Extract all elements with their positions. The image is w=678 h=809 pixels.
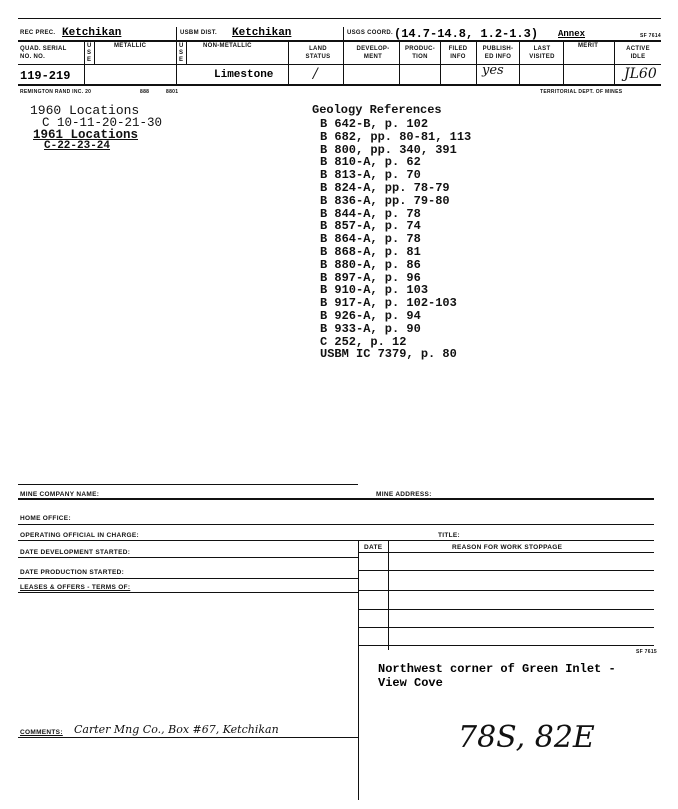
column-divider [186, 40, 187, 64]
table-row-line [358, 645, 654, 646]
header-divider [176, 40, 177, 84]
rec-prec-label: REC PREC. [20, 30, 56, 36]
usgs-coord-value: (14.7-14.8, 1.2-1.3) [394, 27, 539, 41]
comments-divider [358, 650, 359, 800]
header-divider [519, 40, 520, 84]
geology-reference-item: B 813-A, p. 70 [320, 168, 421, 183]
geology-reference-item: B 810-A, p. 62 [320, 155, 421, 170]
imprint-left: REMINGTON RAND INC. 20 [20, 89, 92, 95]
header-divider [563, 40, 564, 84]
form-number-top: SF 7614 [640, 33, 662, 39]
header-divider [476, 40, 477, 84]
lower-rule-5 [18, 578, 358, 579]
lower-rule-6 [18, 592, 358, 593]
date-dev-started-label: DATE DEVELOPMENT STARTED: [20, 549, 131, 556]
col-metallic: METALLIC [114, 43, 147, 49]
usgs-coord-extra: Annex [558, 29, 586, 39]
col-merit: MERIT [578, 43, 599, 49]
header-divider [343, 40, 344, 84]
geology-reference-item: B 917-A, p. 102-103 [320, 296, 457, 311]
locations-1960-title: 1960 Locations [30, 103, 140, 118]
usgs-coord-label: USGS COORD. [347, 30, 393, 36]
col-e: E [87, 57, 92, 63]
header-divider [176, 27, 177, 40]
geology-reference-item: B 844-A, p. 78 [320, 206, 421, 221]
date-prod-started-label: DATE PRODUCTION STARTED: [20, 569, 125, 576]
geology-reference-item: B 836-A, pp. 79-80 [320, 193, 450, 208]
quad-serial-value: 119-219 [20, 69, 71, 83]
locations-1961-value: C-22-23-24 [44, 140, 111, 152]
imprint-mark-1: 888 [140, 89, 150, 95]
geology-reference-item: B 642-B, p. 102 [320, 117, 429, 131]
imprint-mark-2: 8801 [166, 89, 179, 95]
form-rule [18, 484, 358, 485]
usbm-dist-label: USBM DIST. [180, 30, 218, 36]
col-e-nm: E [179, 57, 184, 63]
col-filed-info: FILED INFO [448, 46, 468, 60]
geology-references [312, 103, 471, 361]
col-s: S [87, 50, 92, 56]
header-rule-top [18, 18, 661, 19]
lower-rule-2 [18, 524, 654, 525]
locations-1961-title: 1961 Locations [33, 128, 139, 142]
col-nonmetallic: NON-METALLIC [203, 43, 252, 49]
geology-reference-item: B 910-A, p. 103 [320, 283, 429, 298]
geology-reference-item: B 857-A, p. 74 [320, 219, 421, 234]
geology-reference-item: B 682, pp. 80-81, 113 [320, 129, 472, 144]
col-u-nm: U [179, 43, 184, 49]
date-column-header: DATE [364, 544, 383, 551]
geology-reference-item: B 880-A, p. 86 [320, 257, 421, 272]
header-divider [440, 40, 441, 84]
comments-rule [18, 737, 358, 738]
table-left-border [358, 540, 359, 650]
geology-reference-item: B 824-A, pp. 78-79 [320, 180, 450, 195]
col-published-info: PUBLISH-ED INFO [482, 46, 514, 60]
col-last-visited: LAST VISITED [529, 46, 555, 60]
imprint-right: TERRITORIAL DEPT. OF MINES [540, 89, 623, 95]
geology-reference-item: B 897-A, p. 96 [320, 270, 421, 285]
col-u: U [87, 43, 92, 49]
form-number-bottom: SF 7615 [636, 649, 658, 655]
geology-reference-item: B 926-A, p. 94 [320, 308, 421, 323]
lower-rule-4 [18, 557, 358, 558]
nonmetallic-value: Limestone [214, 69, 274, 81]
table-date-divider [388, 540, 389, 650]
operating-official-label: OPERATING OFFICIAL IN CHARGE: [20, 532, 139, 539]
mine-address-label: MINE ADDRESS: [376, 491, 432, 498]
active-idle-value: JL60 [624, 66, 657, 82]
location-note-line1: Northwest corner of Green Inlet - [378, 662, 616, 676]
header-rule-data [18, 64, 661, 65]
location-note-line2: View Cove [378, 676, 443, 690]
col-land-status: LAND STATUS [305, 46, 331, 60]
header-divider [399, 40, 400, 84]
rec-prec-value: Ketchikan [62, 27, 122, 39]
table-row-line [358, 590, 654, 591]
geology-reference-list [320, 118, 471, 361]
comments-label: COMMENTS: [20, 729, 63, 736]
header-divider [288, 40, 289, 84]
geology-title: Geology References [312, 103, 442, 117]
table-row-line [358, 627, 654, 628]
header-divider [343, 27, 344, 40]
col-active-idle: ACTIVE IDLE [626, 46, 650, 60]
locations-1960-value: C 10-11-20-21-30 [42, 116, 163, 130]
table-row-line [358, 552, 654, 553]
leases-offers-label: LEASES & OFFERS - TERMS OF: [20, 584, 131, 591]
header-rule-bottom [18, 84, 661, 86]
usbm-dist-value: Ketchikan [232, 27, 292, 39]
reason-column-header: REASON FOR WORK STOPPAGE [452, 544, 563, 551]
geology-reference-item: B 868-A, p. 81 [320, 244, 421, 259]
table-row-line [358, 570, 654, 571]
handwritten-coords: 78S, 82E [458, 720, 595, 755]
geology-reference-item: USBM IC 7379, p. 80 [320, 347, 457, 362]
geology-reference-item: B 800, pp. 340, 391 [320, 142, 457, 157]
home-office-label: HOME OFFICE: [20, 515, 71, 522]
lower-rule-3 [18, 540, 654, 541]
col-production: PRODUC-TION [404, 46, 436, 60]
header-divider [614, 40, 615, 84]
published-info-value: yes [482, 63, 504, 78]
geology-reference-item: B 933-A, p. 90 [320, 321, 421, 336]
comments-value: Carter Mng Co., Box #67, Ketchikan [74, 723, 279, 736]
column-divider [94, 40, 95, 64]
header-rule-middle [18, 40, 661, 42]
col-s-nm: S [179, 50, 184, 56]
lower-rule-1 [18, 498, 654, 500]
geology-reference-item: B 864-A, p. 78 [320, 232, 421, 247]
header-divider [84, 40, 85, 84]
col-quad-serial: QUAD. SERIAL NO. NO. [20, 46, 67, 60]
title-label: TITLE: [438, 532, 461, 539]
geology-reference-item: C 252, p. 12 [320, 334, 407, 349]
col-develop: DEVELOP-MENT [356, 46, 390, 60]
land-status-value: / [313, 66, 318, 82]
mine-company-name-label: MINE COMPANY NAME: [20, 491, 100, 498]
table-row-line [358, 609, 654, 610]
